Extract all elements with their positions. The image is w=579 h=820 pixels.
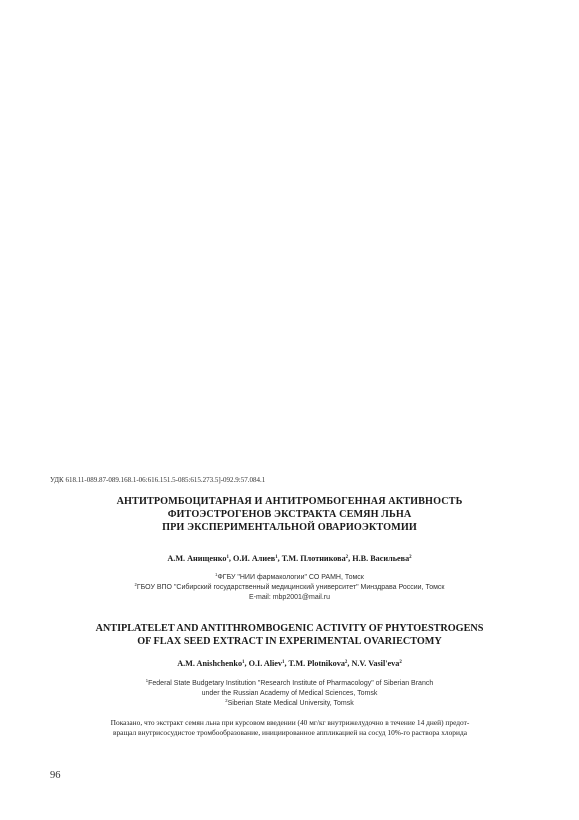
affiliation-line [0, 699, 579, 709]
title-en-line: OF FLAX SEED EXTRACT IN EXPERIMENTAL OVARIECTOMY [137, 636, 442, 647]
author-affil-mark: 2 [345, 555, 349, 560]
affiliation-text: under the Russian Academy of Medical Sciences, Tomsk [201, 690, 378, 697]
author-affil-mark: 2 [409, 555, 412, 560]
affiliation-text: Siberian State Medical University, Tomsk [227, 700, 354, 707]
authors-en: A.M. Anishchenko$^1$, O.I. Aliev$^1$, T.M. Plotnikova$^2$, N.V. Vasil'eva$^2$ [177, 659, 402, 668]
udc-code: УДК 618.11-089.87-089.168.1-06:616.151.5-085:615.273.5]-092.9:57.084.1 [50, 476, 266, 484]
author-name: Н.В. Васильева [352, 554, 410, 563]
article-title-en [0, 622, 579, 648]
article-title-ru [0, 495, 579, 534]
affil-mark: 1 [215, 572, 218, 577]
author-name: А.М. Анищенко [167, 554, 227, 563]
abstract-line: вращал внутрисосудистое тромбообразование, инициированное аппликацией на сосуд 10%-го раствора хлорида [112, 728, 467, 737]
affiliation-line [0, 583, 579, 593]
affiliation-line [0, 593, 579, 603]
author-name: T.M. Plotnikova [288, 659, 345, 668]
affiliation-text: Federal State Budgetary Institution "Research Institute of Pharmacology" of Siberian Branch [148, 680, 434, 687]
abstract-line: Показано, что экстракт семян льна при курсовом введении (40 мг/кг внутрижелудочно в течение 14 дней) предот- [110, 718, 470, 727]
author-name: A.M. Anishchenko [177, 659, 243, 668]
affiliation-line [0, 679, 579, 689]
affil-mark: 2 [134, 582, 137, 587]
affiliation-text: ГБОУ ВПО "Сибирский государственный медицинский университет" Минздрава России, Томск [136, 584, 445, 591]
affiliations-ru [0, 573, 579, 603]
title-ru-line: АНТИТРОМБОЦИТАРНАЯ И АНТИТРОМБОГЕННАЯ АКТИВНОСТЬ [116, 496, 463, 507]
abstract-ru [70, 718, 510, 738]
author-affil-mark: 1 [226, 555, 229, 560]
author-name: Т.М. Плотникова [281, 554, 346, 563]
author-name: N.V. Vasil'eva [351, 659, 400, 668]
author-affil-mark: 1 [282, 660, 285, 665]
title-ru-line: ФИТОЭСТРОГЕНОВ ЭКСТРАКТА СЕМЯН ЛЬНА [167, 509, 412, 520]
title-ru-line: ПРИ ЭКСПЕРИМЕНТАЛЬНОЙ ОВАРИОЭКТОМИИ [162, 522, 417, 533]
author-name: О.И. Алиев [233, 554, 276, 563]
affil-mark: 1 [145, 678, 149, 683]
author-affil-mark: 1 [242, 660, 245, 665]
affil-mark: 2 [225, 698, 228, 703]
page-number: 96 [50, 770, 61, 781]
author-affil-mark: 1 [275, 555, 278, 560]
author-name: O.I. Aliev [248, 659, 283, 668]
affiliations-en [0, 679, 579, 709]
author-affil-mark: 2 [399, 660, 402, 665]
author-affil-mark: 2 [344, 660, 348, 665]
authors-ru: А.М. Анищенко$^1$, О.И. Алиев$^1$, Т.М. Плотникова$^2$, Н.В. Васильева$^2$ [167, 554, 412, 563]
affiliation-line [0, 573, 579, 583]
affiliation-text: ФГБУ "НИИ фармакологии" СО РАМН, Томск [217, 574, 364, 581]
email-text: E-mail: mbp2001@mail.ru [248, 594, 331, 601]
affiliation-line [0, 689, 579, 699]
title-en-line: ANTIPLATELET AND ANTITHROMBOGENIC ACTIVITY OF PHYTOESTROGENS [95, 623, 484, 634]
